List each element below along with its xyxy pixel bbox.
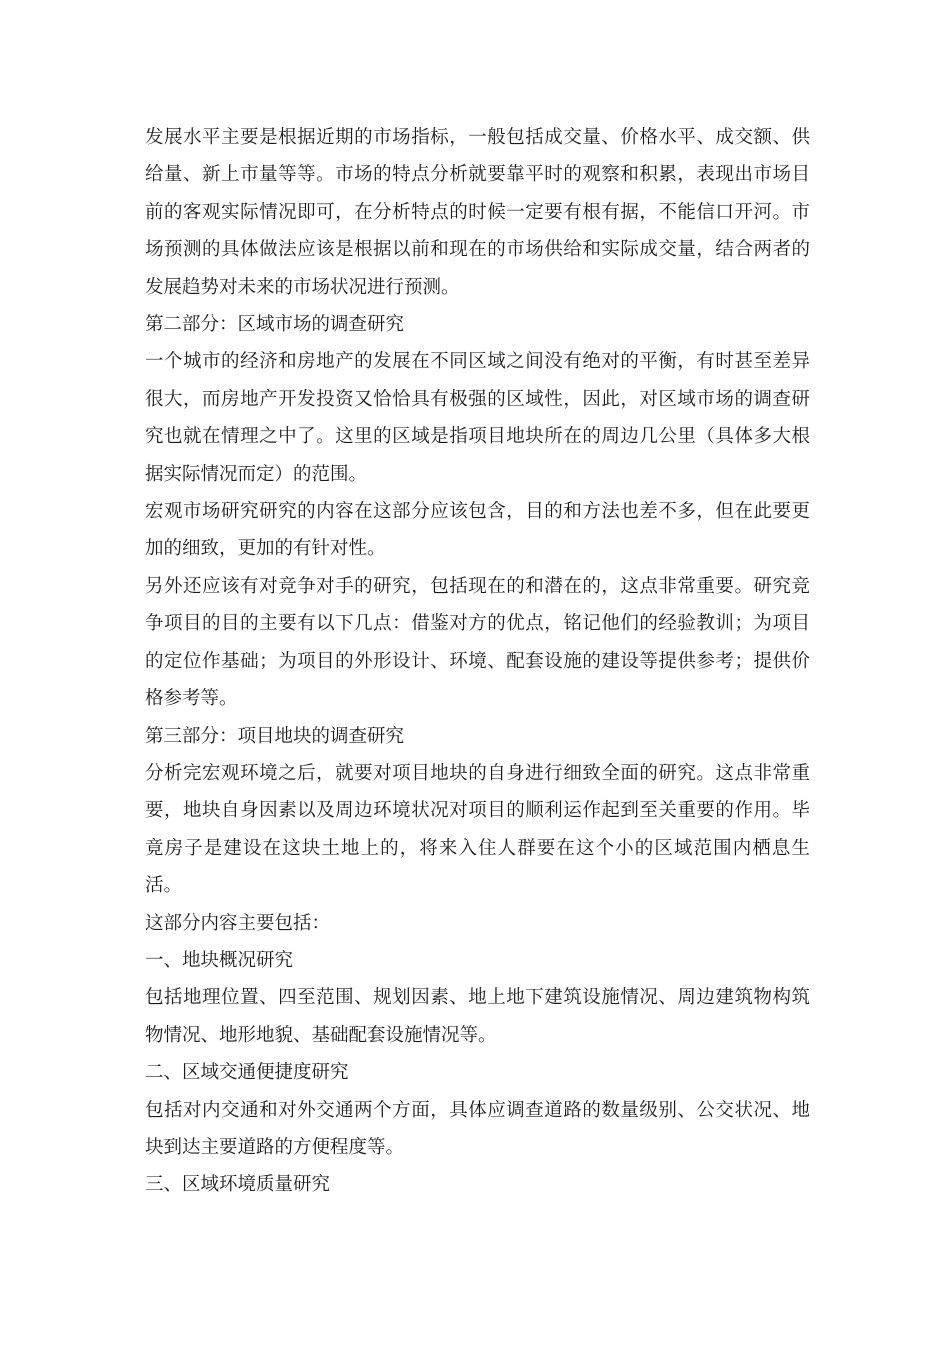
document-body: [145, 119, 810, 1204]
paragraph: 宏观市场研究研究的内容在这部分应该包含，目的和方法也差不多，但在此要更加的细致，更加的有针对性。: [145, 501, 810, 560]
subsection-heading: 三、区域环境质量研究: [145, 1174, 331, 1196]
section-heading: 第二部分：区域市场的调查研究: [145, 314, 405, 336]
paragraph: 分析完宏观环境之后，就要对项目地块的自身进行细致全面的研究。这点非常重要，地块自身因素以及周边环境状况对项目的顺利运作起到至关重要的作用。毕竟房子是建设在这块土地上的，将来入住人群要在这个小的区域范围内栖息生活。: [145, 762, 810, 897]
paragraph: 这部分内容主要包括：: [145, 912, 331, 934]
paragraph: 包括对内交通和对外交通两个方面，具体应调查道路的数量级别、公交状况、地块到达主要道路的方便程度等。: [145, 1099, 810, 1158]
section-heading: 第三部分：项目地块的调查研究: [145, 725, 405, 747]
subsection-heading: 二、区域交通便捷度研究: [145, 1062, 349, 1084]
paragraph: 一个城市的经济和房地产的发展在不同区域之间没有绝对的平衡，有时甚至差异很大，而房地产开发投资又恰恰具有极强的区域性，因此，对区域市场的调查研究也就在情理之中了。这里的区域是指项目地块所在的周边几公里（具体多大根据实际情况而定）的范围。: [145, 351, 810, 485]
subsection-heading: 一、地块概况研究: [145, 949, 294, 971]
paragraph: 另外还应该有对竞争对手的研究，包括现在的和潜在的，这点非常重要。研究竞争项目的目的主要有以下几点：借鉴对方的优点，铭记他们的经验教训；为项目的定位作基础；为项目的外形设计、环境、配套设施的建设等提供参考；提供价格参考等。: [145, 575, 810, 710]
paragraph: 发展水平主要是根据近期的市场指标，一般包括成交量、价格水平、成交额、供给量、新上市量等等。市场的特点分析就要靠平时的观察和积累，表现出市场目前的客观实际情况即可，在分析特点的时候一定要有根有据，不能信口开河。市场预测的具体做法应该是根据以前和现在的市场供给和实际成交量，结合两者的发展趋势对未来的市场状况进行预测。: [145, 127, 810, 298]
paragraph: 包括地理位置、四至范围、规划因素、地上地下建筑设施情况、周边建筑物构筑物情况、地形地貌、基础配套设施情况等。: [145, 987, 810, 1046]
